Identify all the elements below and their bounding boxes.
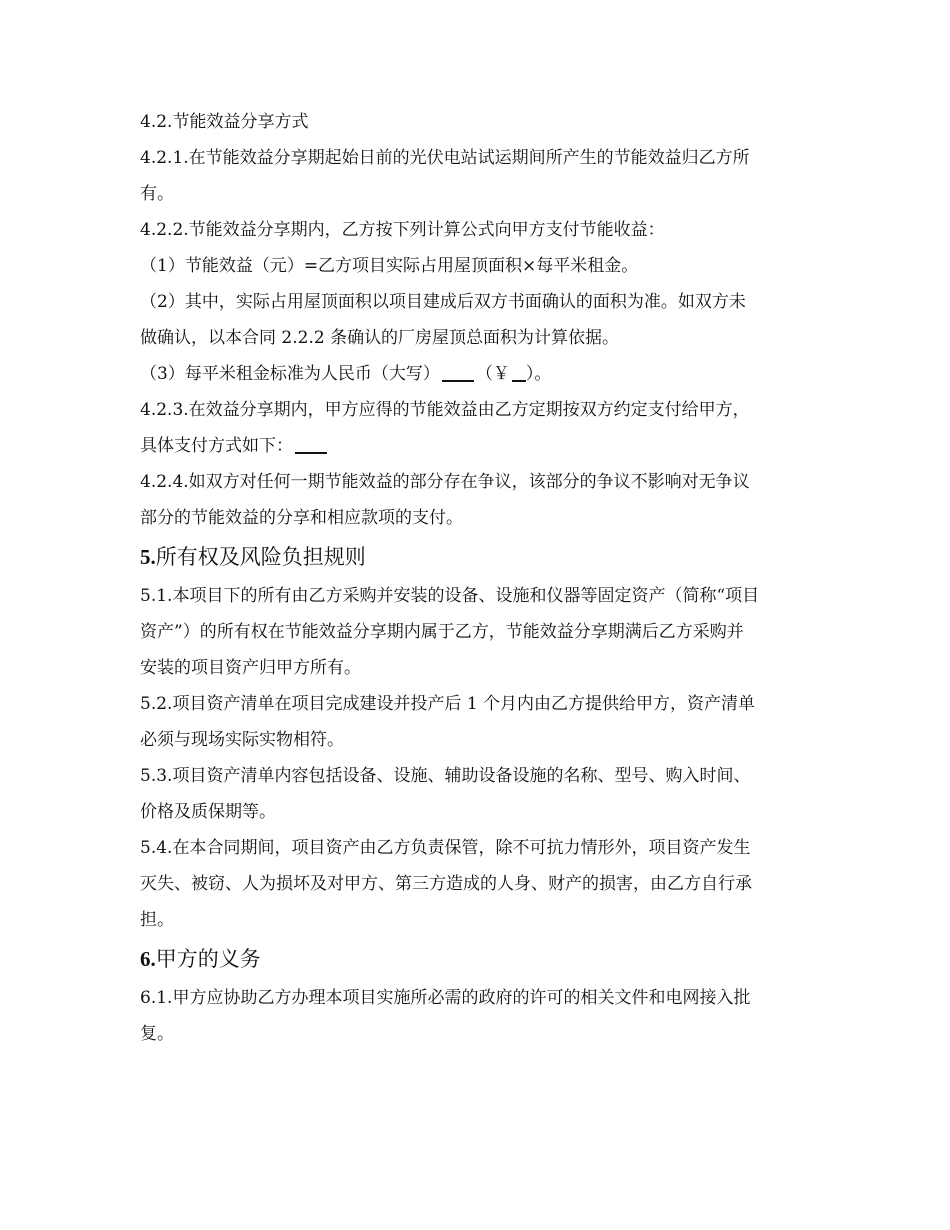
item-3-prefix: （3）每平米租金标准为人民币（大写）	[140, 364, 440, 384]
section-4-2-title: 4.2.节能效益分享方式	[140, 112, 309, 132]
clause-4-2-1-line1: 4.2.1.在节能效益分享期起始日前的光伏电站试运期间所产生的节能效益归乙方所	[140, 148, 750, 168]
clause-5-2-line2: 必须与现场实际实物相符。	[140, 730, 344, 750]
clause-5-3-line1: 5.3.项目资产清单内容包括设备、设施、辅助设备设施的名称、型号、购入时间、	[140, 766, 751, 786]
clause-5-4-line3: 担。	[140, 910, 174, 930]
clause-5-2-line1: 5.2.项目资产清单在项目完成建设并投产后 1 个月内由乙方提供给甲方，资产清单	[140, 694, 756, 714]
section-6-number: 6.	[140, 947, 156, 971]
clause-5-4-line1: 5.4.在本合同期间，项目资产由乙方负责保管，除不可抗力情形外，项目资产发生	[140, 838, 751, 858]
clause-4-2-2: 4.2.2.节能效益分享期内，乙方按下列计算公式向甲方支付节能收益：	[140, 220, 665, 240]
clause-4-2-1-line2: 有。	[140, 184, 174, 204]
amount-words-blank	[442, 364, 474, 382]
section-5-title: 所有权及风险负担规则	[155, 545, 366, 569]
clause-5-4-line2: 灭失、被窃、人为损坏及对甲方、第三方造成的人身、财产的损害，由乙方自行承	[140, 874, 752, 894]
item-3	[140, 356, 820, 392]
clause-4-2-4-line1: 4.2.4.如双方对任何一期节能效益的部分存在争议，该部分的争议不影响对无争议	[140, 472, 750, 492]
clause-4-2-3-line2	[140, 428, 820, 464]
section-6-heading	[140, 938, 820, 980]
section-5-number: 5.	[140, 545, 156, 569]
item-2-line1: （2）其中，实际占用屋顶面积以项目建成后双方书面确认的面积为准。如双方未	[140, 292, 746, 312]
payment-method-blank	[295, 436, 327, 454]
clause-6-1-line1: 6.1.甲方应协助乙方办理本项目实施所必需的政府的许可的相关文件和电网接入批	[140, 988, 751, 1008]
clause-5-1-line1: 5.1.本项目下的所有由乙方采购并安装的设备、设施和仪器等固定资产（简称“项目	[140, 586, 760, 606]
clause-5-3-line2: 价格及质保期等。	[140, 802, 276, 822]
item-1: （1）节能效益（元）=乙方项目实际占用屋顶面积×每平米租金。	[140, 256, 639, 276]
item-3-middle: （￥	[475, 364, 510, 384]
amount-figures-blank	[512, 364, 526, 382]
section-5-heading	[140, 536, 820, 578]
clause-4-2-3-text: 具体支付方式如下：	[140, 436, 293, 456]
clause-4-2-4-line2: 部分的节能效益的分享和相应款项的支付。	[140, 508, 463, 528]
clause-5-1-line2: 资产”）的所有权在节能效益分享期内属于乙方，节能效益分享期满后乙方采购并	[140, 622, 744, 642]
document-page	[140, 104, 820, 1052]
clause-6-1-line2: 复。	[140, 1024, 174, 1044]
clause-4-2-3-line1: 4.2.3.在效益分享期内，甲方应得的节能效益由乙方定期按双方约定支付给甲方，	[140, 400, 750, 420]
item-3-suffix: ）。	[525, 364, 552, 384]
clause-5-1-line3: 安装的项目资产归甲方所有。	[140, 658, 361, 678]
section-6-title: 甲方的义务	[155, 947, 261, 971]
item-2-line2: 做确认，以本合同 2.2.2 条确认的厂房屋顶总面积为计算依据。	[140, 328, 620, 348]
